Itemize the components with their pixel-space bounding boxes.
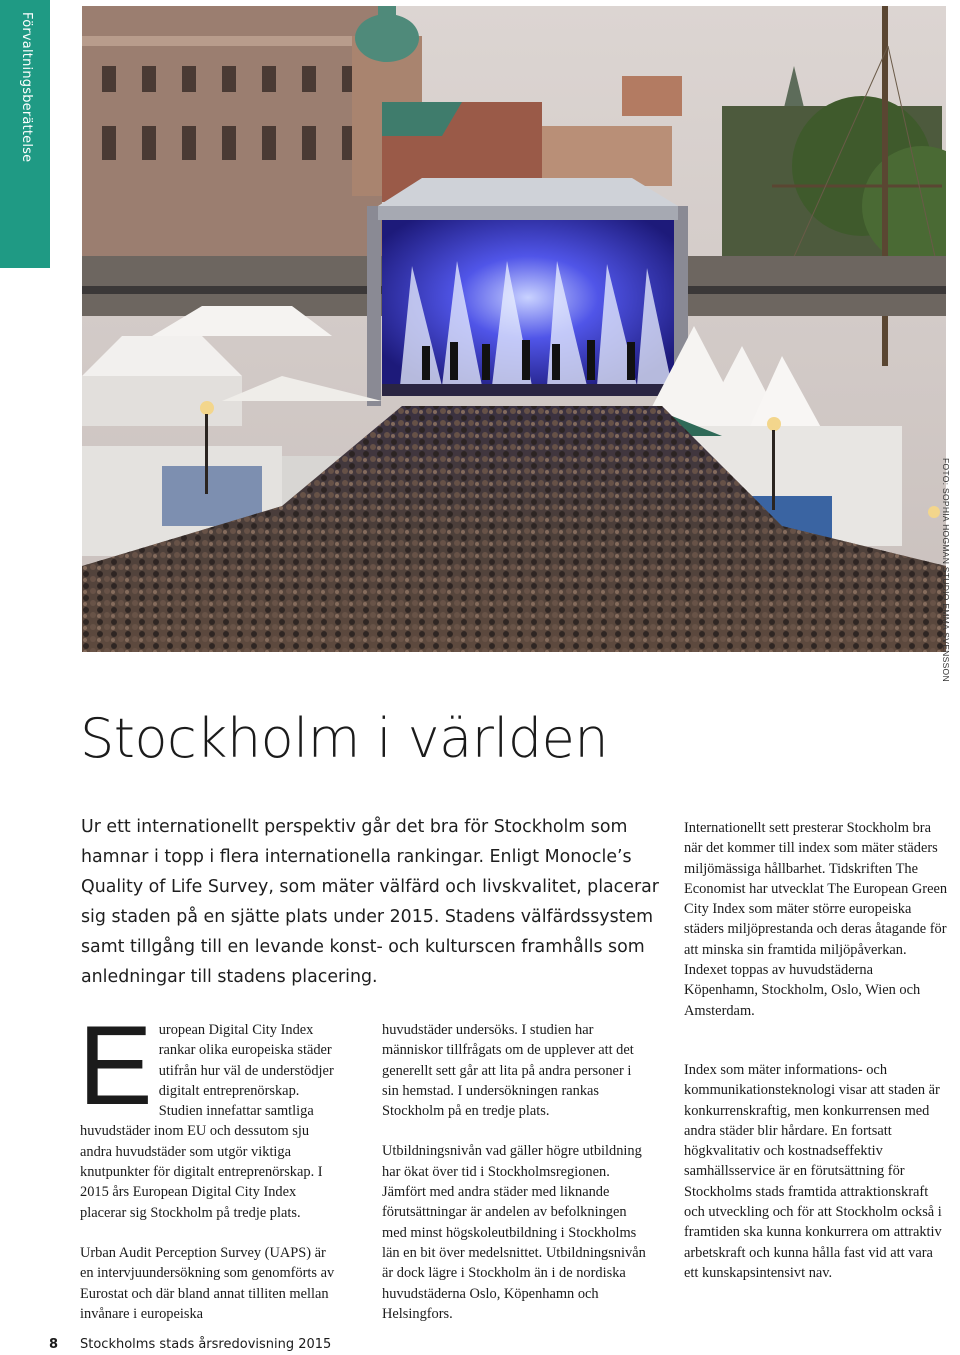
lead-paragraph: Ur ett internationellt perspektiv går det bra för Stockholm som hamnar i topp i flera internationella rankingar. Enligt Monocle’s Quality of Life Survey, som mäter välfärd och livskvalitet, placerar sig staden på en sjätte plats under 2015. Stadens välfärdssystem samt tillgång till en levande konst- och kulturscen framhålls som anledningar till stadens placering. xyxy=(81,817,659,987)
text-column-2 xyxy=(382,1020,648,1324)
column-2-paragraph-1: huvudstäder undersöks. I studien har människor tillfrågats om de upplever att det generellt sett går att lita på andra personer i sin hemstad. I undersökningen rankas Stockholm på en tredje plats. xyxy=(382,1022,634,1120)
column-1-paragraph-2: Urban Audit Perception Survey (UAPS) är en intervjuundersökning som genomförts av Eurostat och där bland annat tilliten mellan invånare i europeiska xyxy=(80,1244,335,1322)
page-number: 8 xyxy=(49,1337,59,1352)
page-title: Stockholm i världen xyxy=(80,707,609,770)
column-1-paragraph-1-text: uropean Digital City Index rankar olika europeiska städer utifrån hur väl de understödjer digitalt entreprenörskap. Studien innefattar samtliga huvudstäder inom EU och dessutom sju andra huvudstäder som utgör viktiga knutpunkter för digitalt entreprenörskap. I 2015 års European Digital City Index placerar sig Stockholm på tredje plats. xyxy=(80,1022,334,1221)
drop-cap: E xyxy=(78,1003,153,1128)
text-column-3 xyxy=(684,818,949,1281)
text-column-1 xyxy=(78,1003,342,1324)
hero-photo xyxy=(82,6,946,652)
photo-credit: FOTO: SOPHIA HOGMAN STUDIO EMMA SVENSSON xyxy=(941,458,951,682)
column-3-paragraph-1: Internationellt sett presterar Stockholm bra när det kommer till index som mäter städers miljömässiga hållbarhet. Tidskriften The Economist har utvecklat The European Green City Index som mäter större europeiska städers miljöprestanda och deras åtagande för att minska sin framtida miljöpåverkan. Indexet toppas av huvudstäderna Köpenhamn, Stockholm, Oslo, Wien och Amsterdam. xyxy=(684,820,948,1019)
column-2-paragraph-2: Utbildningsnivån vad gäller högre utbildning har ökat över tid i Stockholmsregionen. Jämfört med andra städer med liknande förutsättningar är andelen av befolkningen med minst högskoleutbildning i Stockholms län en bit över medelsnittet. Utbildningsnivån är dock lägre i Stockholm än i de nordiska huvudstäderna Oslo, Köpenhamn och Helsingfors. xyxy=(382,1143,646,1322)
section-tab-label: Förvaltningsberättelse xyxy=(19,12,34,163)
section-tab xyxy=(0,0,50,268)
column-1-paragraph-1 xyxy=(78,1003,342,1223)
column-3-paragraph-2: Index som mäter informations- och kommunikationsteknologi visar att staden är konkurrenskraftig, men konkurrensen med andra städer blir hårdare. En fortsatt högkvalitativ och kostnadseffektiv samhällsservice är en förutsättning för Stockholms stads framtida attraktionskraft och utveckling och för att Stockholm också i framtiden ska kunna konkurrera om attraktiv arbetskraft och kunna hålla fast vid att vara ett kunskapsintensivt nav. xyxy=(684,1062,942,1281)
footer-title: Stockholms stads årsredovisning 2015 xyxy=(80,1337,332,1352)
